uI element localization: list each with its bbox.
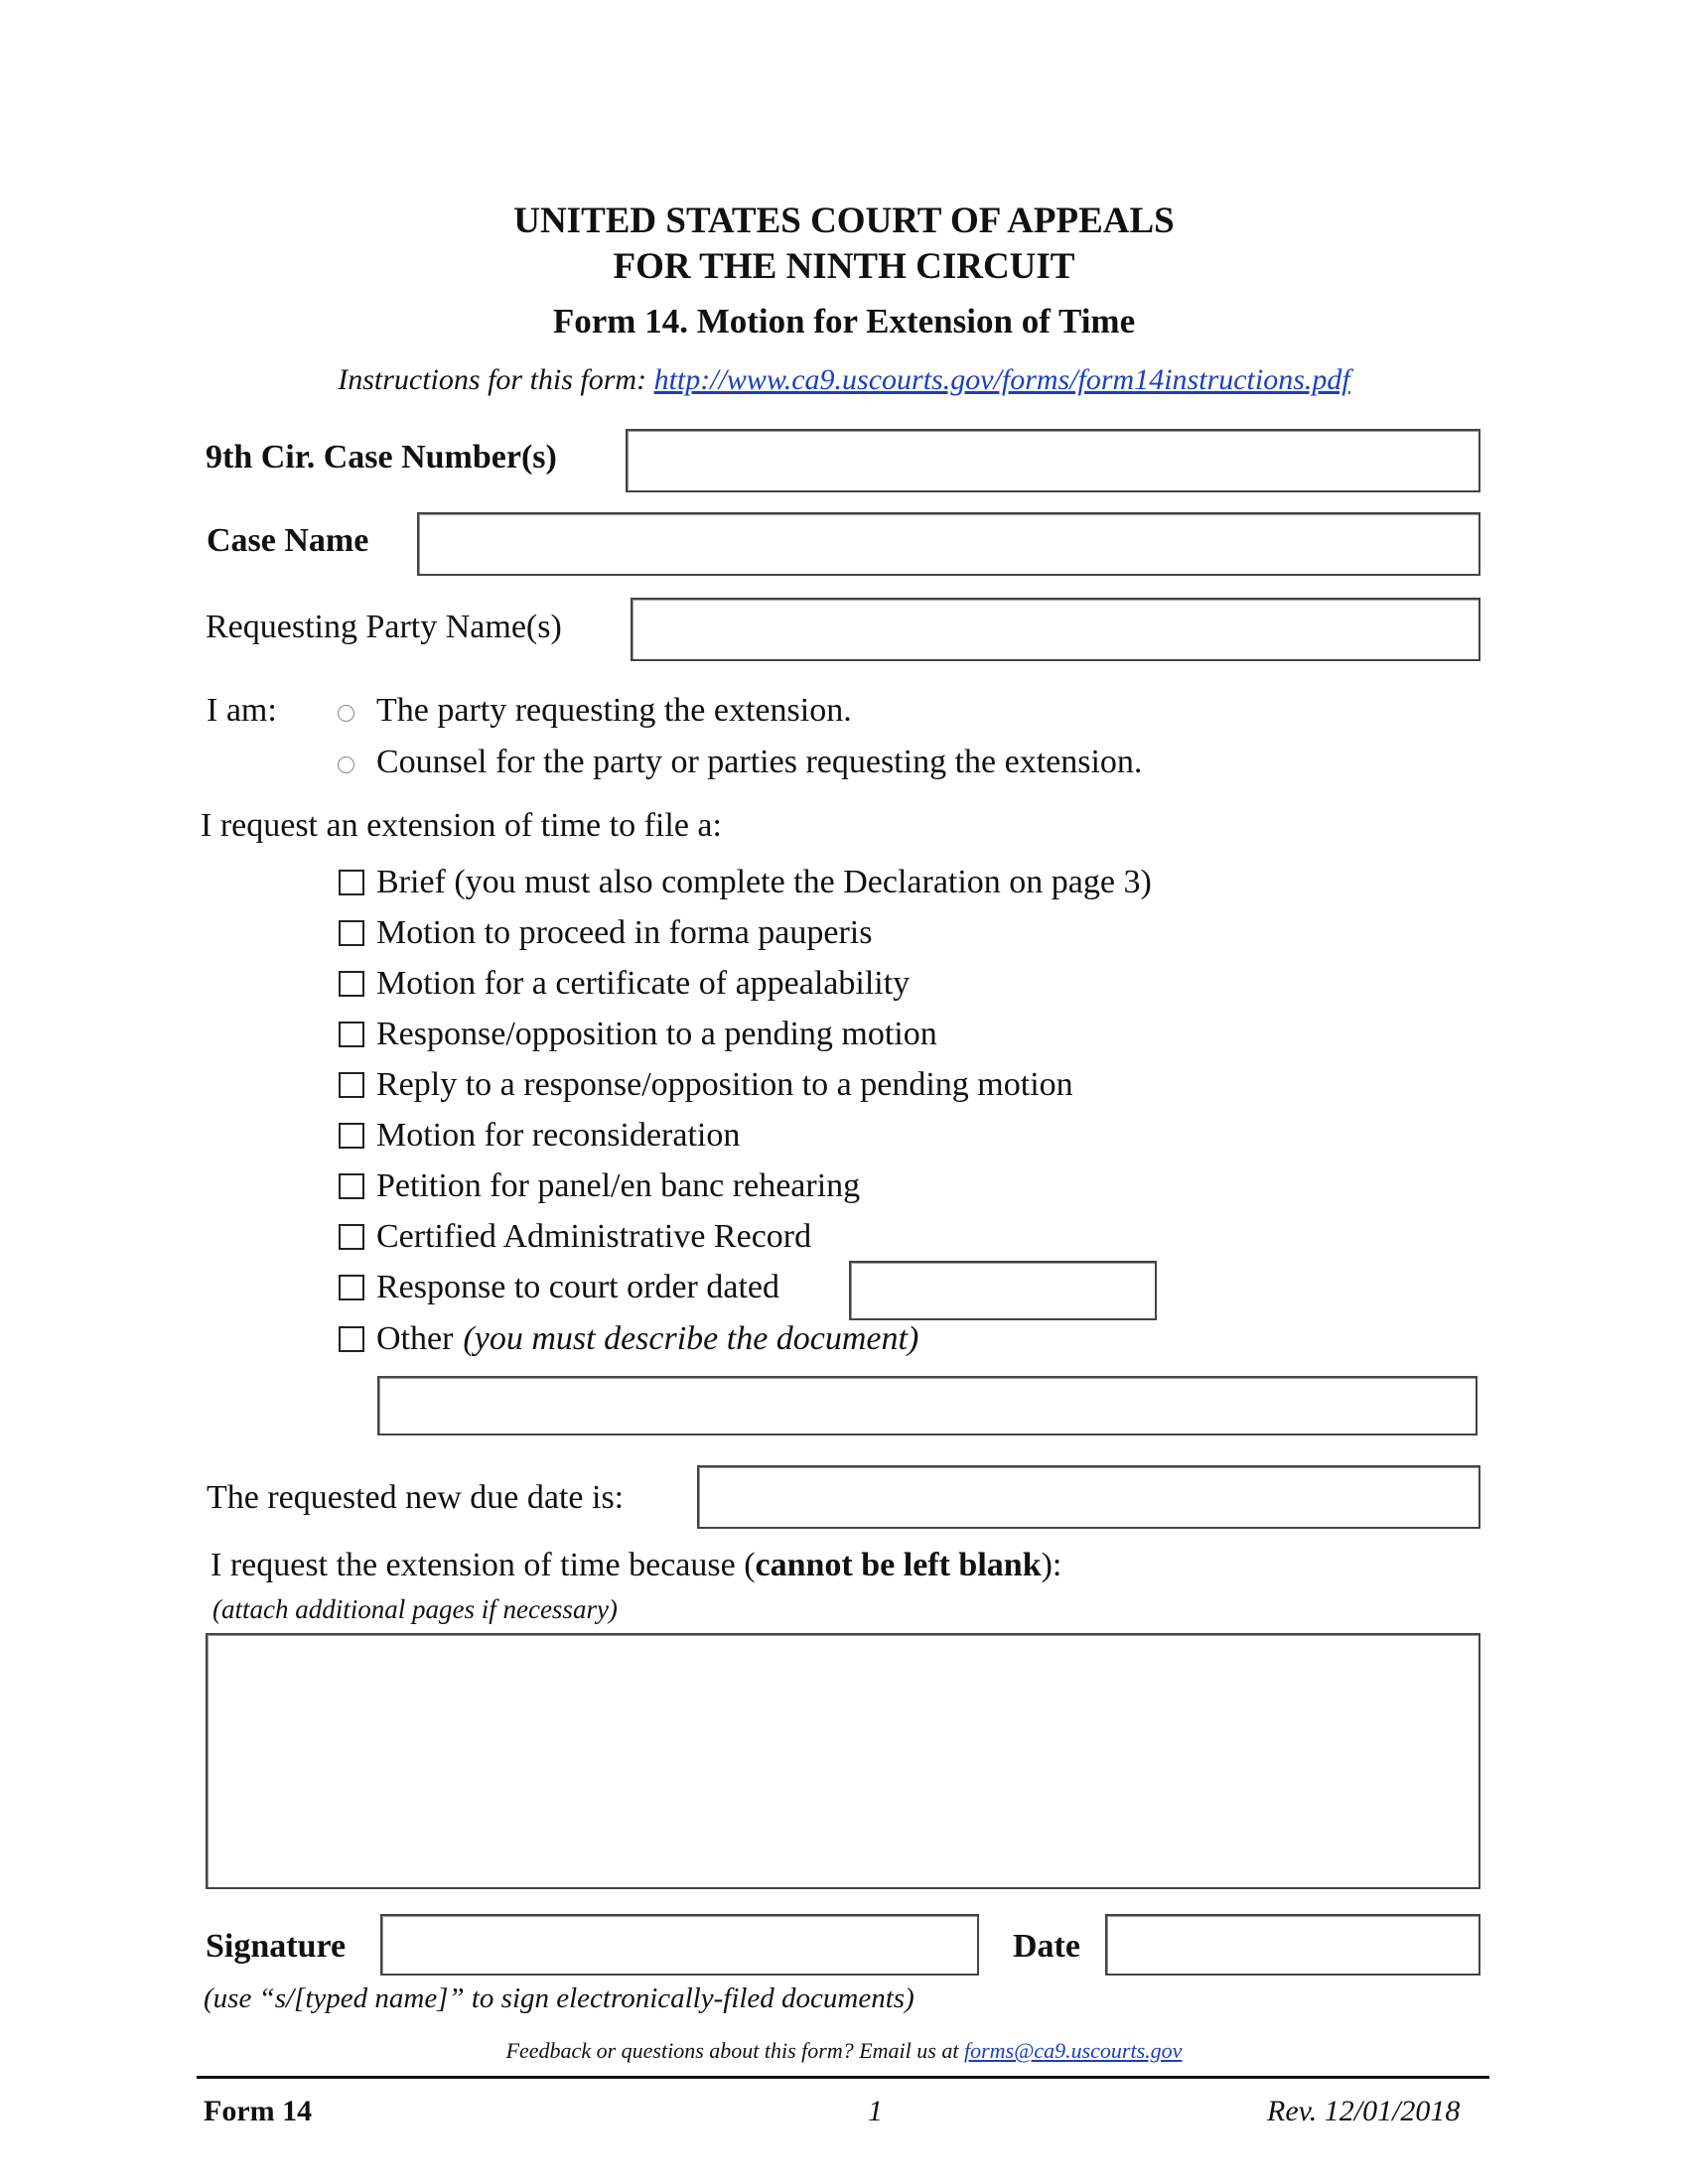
item-coa-label: Motion for a certificate of appealability	[376, 965, 911, 1002]
checkbox-coa[interactable]	[339, 971, 364, 997]
instructions-prefix: Instructions for this form:	[338, 363, 647, 396]
footer-page-number: 1	[868, 2095, 883, 2127]
signature-note: (use “s/[typed name]” to sign electronically-filed documents)	[204, 1982, 914, 2014]
item-reply-label: Reply to a response/opposition to a pending motion	[376, 1066, 1073, 1103]
checkbox-court-order[interactable]	[339, 1275, 364, 1300]
item-reconsideration[interactable]	[339, 1117, 740, 1155]
date-label: Date	[1013, 1928, 1080, 1965]
radio-party-requesting[interactable]	[338, 705, 354, 722]
requesting-party-input[interactable]	[631, 598, 1480, 661]
court-name-line2: FOR THE NINTH CIRCUIT	[613, 246, 1075, 287]
item-reconsideration-label: Motion for reconsideration	[376, 1117, 741, 1154]
signature-label: Signature	[206, 1928, 347, 1965]
footer-divider	[197, 2076, 1489, 2079]
option-counsel-label: Counsel for the party or parties requesting the extension.	[376, 744, 1143, 780]
form-title: Form 14. Motion for Extension of Time	[552, 302, 1136, 341]
option-party-requesting[interactable]	[338, 692, 852, 730]
item-reply[interactable]	[339, 1066, 1073, 1104]
item-admin-record[interactable]	[339, 1218, 811, 1256]
requesting-party-label: Requesting Party Name(s)	[206, 609, 562, 645]
checkbox-rehearing[interactable]	[339, 1173, 364, 1199]
footer-form-number: Form 14	[204, 2095, 313, 2127]
item-court-order-label: Response to court order dated	[376, 1269, 779, 1305]
request-intro: I request an extension of time to file a:	[201, 807, 722, 844]
item-other[interactable]	[339, 1320, 918, 1358]
i-am-label: I am:	[207, 692, 277, 729]
item-other-note: (you must describe the document)	[463, 1320, 919, 1357]
instructions-link[interactable]: http://www.ca9.uscourts.gov/forms/form14instructions.pdf	[653, 363, 1350, 396]
checkbox-reply[interactable]	[339, 1072, 364, 1098]
item-brief[interactable]	[339, 864, 1152, 901]
case-number-label: 9th Cir. Case Number(s)	[206, 439, 557, 476]
item-admin-record-label: Certified Administrative Record	[376, 1218, 812, 1255]
due-date-label: The requested new due date is:	[207, 1479, 625, 1516]
reason-note: (attach additional pages if necessary)	[212, 1594, 618, 1624]
reason-textarea[interactable]	[206, 1633, 1480, 1889]
item-response-opposition[interactable]	[339, 1016, 937, 1053]
option-party-requesting-label: The party requesting the extension.	[376, 692, 852, 729]
checkbox-response-opposition[interactable]	[339, 1022, 364, 1047]
reason-label-bold: cannot be left blank	[755, 1547, 1042, 1583]
instructions-line	[0, 363, 1688, 397]
checkbox-reconsideration[interactable]	[339, 1123, 364, 1149]
item-ifp[interactable]	[339, 914, 872, 952]
court-order-date-input[interactable]	[849, 1261, 1157, 1320]
footer-revision: Rev. 12/01/2018	[1267, 2095, 1461, 2127]
item-court-order[interactable]	[339, 1269, 779, 1306]
reason-label	[211, 1547, 1061, 1584]
date-input[interactable]	[1105, 1914, 1480, 1976]
item-rehearing[interactable]	[339, 1167, 860, 1205]
checkbox-ifp[interactable]	[339, 920, 364, 946]
court-name-line1: UNITED STATES COURT OF APPEALS	[513, 201, 1175, 241]
item-brief-label: Brief (you must also complete the Declaration on page 3)	[376, 864, 1152, 900]
reason-label-suffix: ):	[1041, 1547, 1062, 1583]
reason-label-prefix: I request the extension of time because (	[211, 1547, 756, 1583]
checkbox-other[interactable]	[339, 1326, 364, 1352]
case-name-input[interactable]	[417, 512, 1480, 576]
other-description-input[interactable]	[377, 1376, 1477, 1435]
case-name-label: Case Name	[207, 522, 369, 559]
checkbox-admin-record[interactable]	[339, 1224, 364, 1250]
option-counsel[interactable]	[338, 744, 1142, 781]
feedback-email-link[interactable]: forms@ca9.uscourts.gov	[963, 2038, 1183, 2063]
item-rehearing-label: Petition for panel/en banc rehearing	[376, 1167, 861, 1204]
checkbox-brief[interactable]	[339, 870, 364, 895]
case-number-input[interactable]	[626, 429, 1480, 492]
feedback-line	[0, 2038, 1688, 2064]
signature-input[interactable]	[380, 1914, 979, 1976]
item-response-opposition-label: Response/opposition to a pending motion	[376, 1016, 937, 1052]
feedback-prefix: Feedback or questions about this form? Email us at	[505, 2038, 959, 2063]
item-other-label: Other	[376, 1320, 454, 1357]
radio-counsel[interactable]	[338, 756, 354, 773]
item-ifp-label: Motion to proceed in forma pauperis	[376, 914, 873, 951]
due-date-input[interactable]	[697, 1465, 1480, 1529]
item-coa[interactable]	[339, 965, 910, 1003]
